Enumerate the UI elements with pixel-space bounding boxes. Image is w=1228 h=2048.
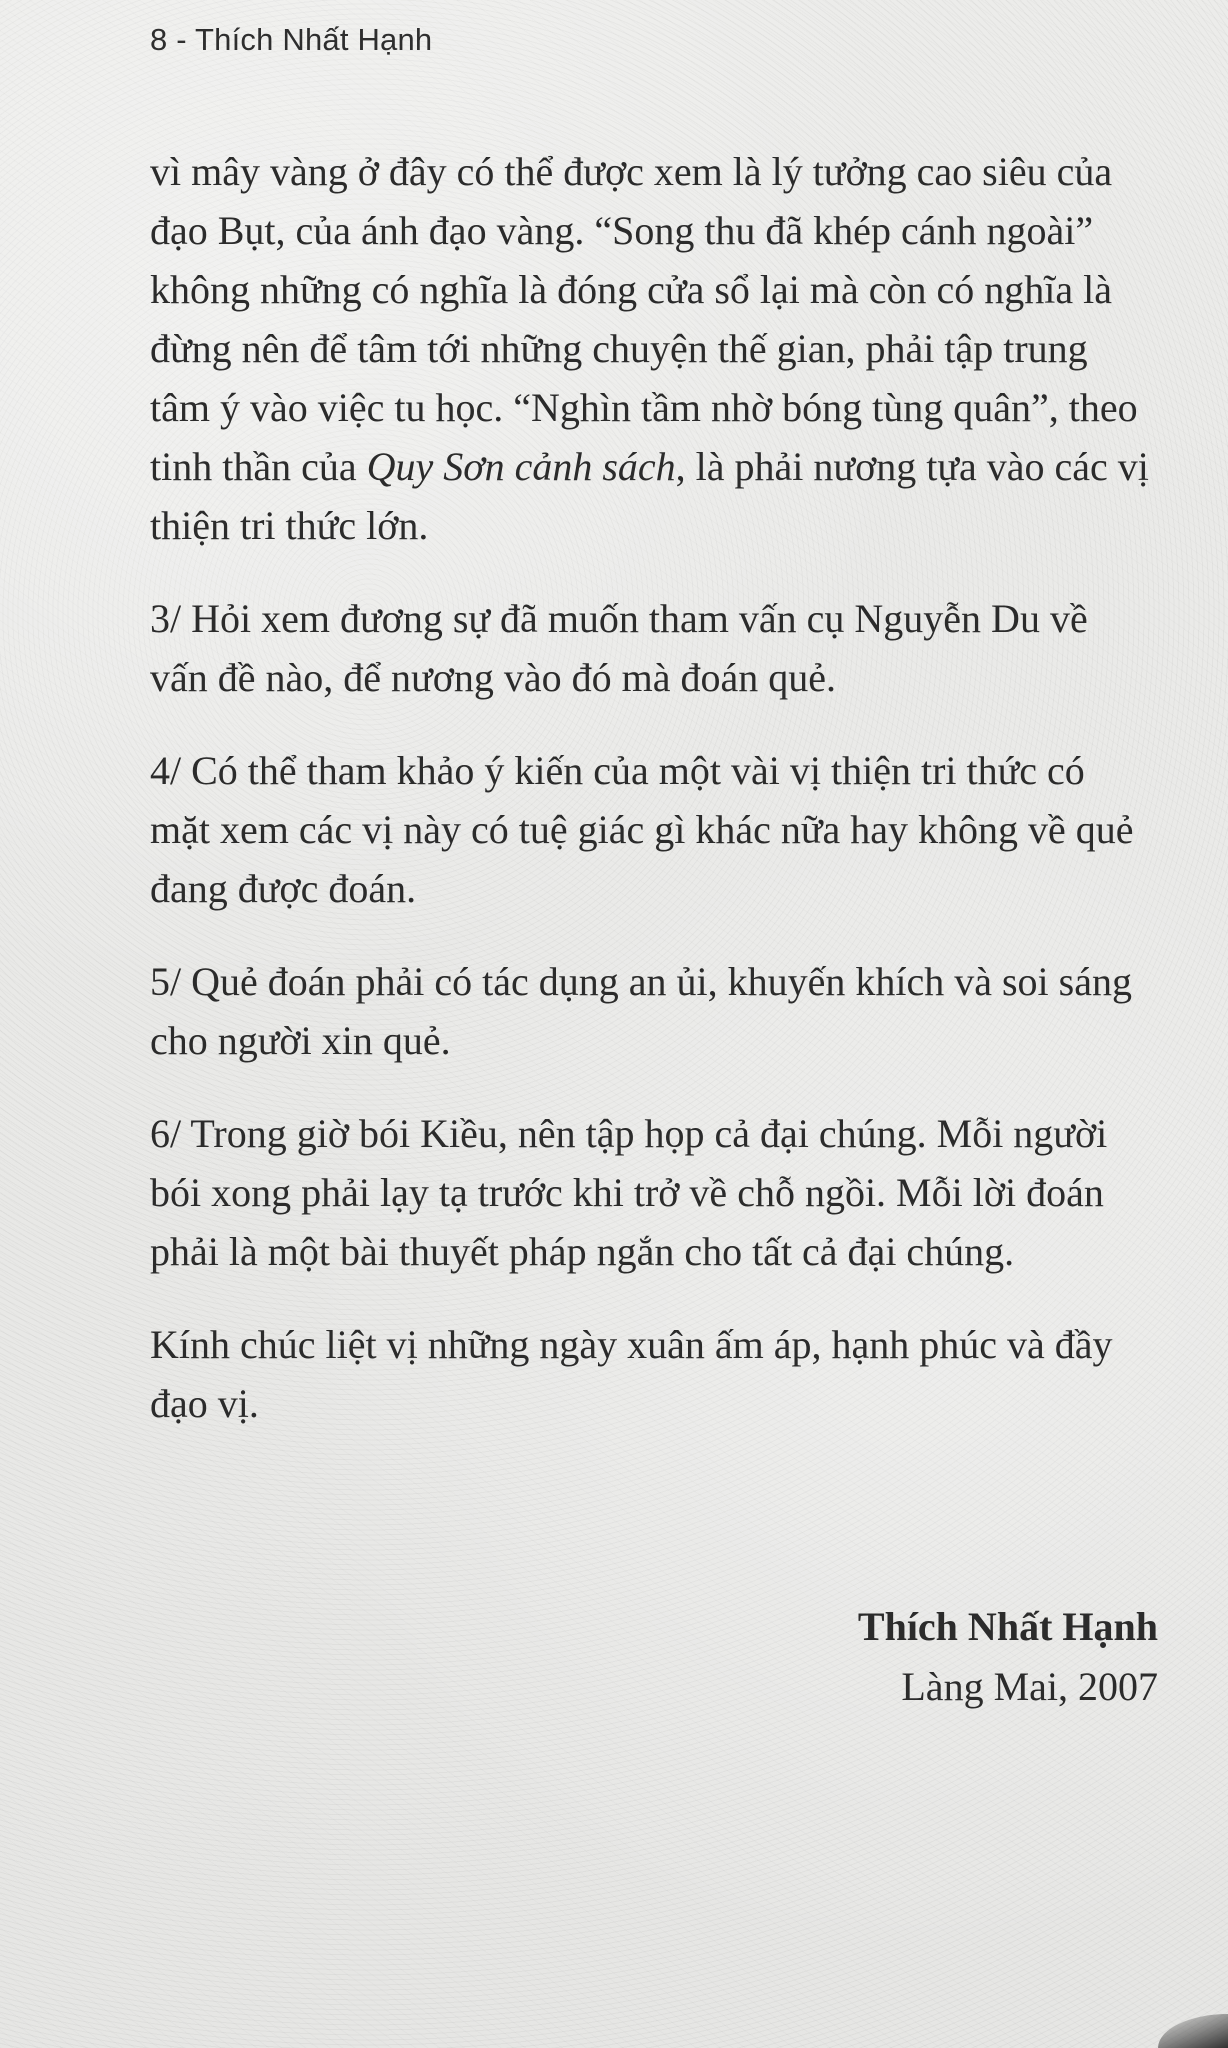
paragraph-1-line-6-before: tinh thần của (150, 444, 367, 489)
page-header: 8 - Thích Nhất Hạnh (150, 22, 433, 57)
paragraph-6 (150, 1315, 1158, 1433)
paragraph-4 (150, 952, 1158, 1070)
paragraph-5-line-1: 6/ Trong giờ bói Kiều, nên tập họp cả đại chúng. Mỗi người (150, 1111, 1108, 1156)
paragraph-5-line-2: bói xong phải lạy tạ trước khi trở về chỗ ngồi. Mỗi lời đoán (150, 1170, 1104, 1215)
page-content (150, 142, 1158, 1467)
paragraph-1-line-6-after: , là phải nương tựa vào các vị (675, 444, 1149, 489)
paragraph-1-line-1: vì mây vàng ở đây có thể được xem là lý tưởng cao siêu của (150, 149, 1113, 194)
signature-block (858, 1597, 1158, 1717)
paragraph-1 (150, 142, 1158, 555)
page-corner-shadow (1158, 2014, 1228, 2048)
paragraph-1-line-6 (150, 437, 1158, 496)
paragraph-3-line-2: mặt xem các vị này có tuệ giác gì khác nữa hay không về quẻ (150, 807, 1134, 852)
paragraph-5-line-3: phải là một bài thuyết pháp ngắn cho tất cả đại chúng. (150, 1229, 1015, 1274)
paragraph-1-line-3: không những có nghĩa là đóng cửa sổ lại mà còn có nghĩa là (150, 267, 1113, 312)
paragraph-3-line-1: 4/ Có thể tham khảo ý kiến của một vài vị thiện tri thức có (150, 748, 1085, 793)
book-title-italic: Quy Sơn cảnh sách (366, 444, 676, 489)
signature-place-date: Làng Mai, 2007 (901, 1664, 1158, 1709)
paragraph-1-line-2: đạo Bụt, của ánh đạo vàng. “Song thu đã khép cánh ngoài” (150, 208, 1094, 253)
paragraph-2-line-1: 3/ Hỏi xem đương sự đã muốn tham vấn cụ Nguyễn Du về (150, 596, 1088, 641)
paragraph-1-line-7: thiện tri thức lớn. (150, 503, 429, 548)
paragraph-1-line-5: tâm ý vào việc tu học. “Nghìn tầm nhờ bóng tùng quân”, theo (150, 385, 1138, 430)
paragraph-2-line-2: vấn đề nào, để nương vào đó mà đoán quẻ. (150, 655, 836, 700)
paragraph-6-line-1: Kính chúc liệt vị những ngày xuân ấm áp, hạnh phúc và đầy (150, 1322, 1113, 1367)
paragraph-5 (150, 1104, 1158, 1281)
paragraph-4-line-1: 5/ Quẻ đoán phải có tác dụng an ủi, khuyến khích và soi sáng (150, 959, 1132, 1004)
paragraph-2 (150, 589, 1158, 707)
paragraph-4-line-2: cho người xin quẻ. (150, 1018, 451, 1063)
paragraph-3-line-3: đang được đoán. (150, 866, 417, 911)
paragraph-3 (150, 741, 1158, 918)
paragraph-1-line-4: đừng nên để tâm tới những chuyện thế gian, phải tập trung (150, 326, 1088, 371)
paragraph-6-line-2: đạo vị. (150, 1381, 259, 1426)
signature-name: Thích Nhất Hạnh (857, 1604, 1158, 1649)
